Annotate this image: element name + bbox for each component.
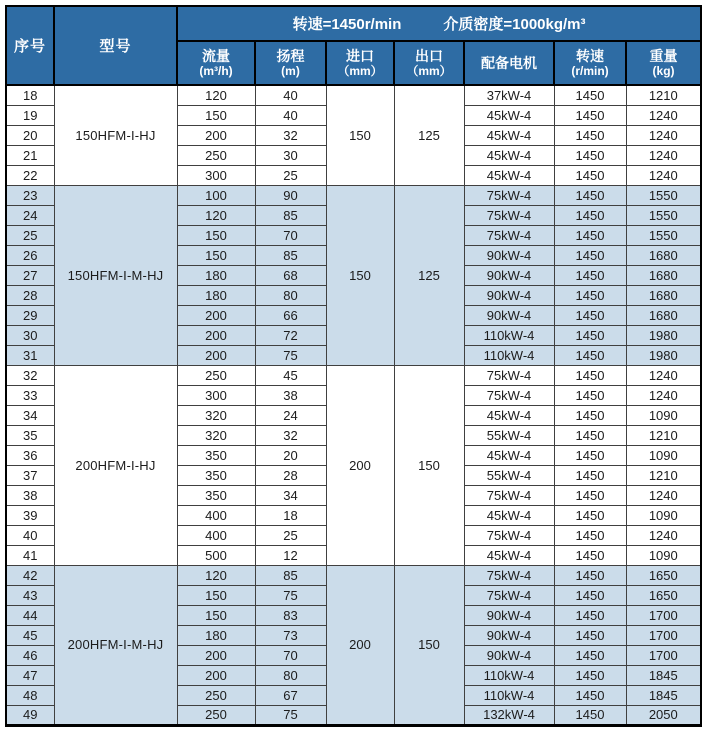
flow-cell: 200	[177, 305, 255, 325]
col-header-title: 转速	[576, 47, 604, 64]
serial-cell: 38	[6, 485, 54, 505]
serial-cell: 39	[6, 505, 54, 525]
motor-cell: 55kW-4	[464, 465, 554, 485]
flow-cell: 100	[177, 185, 255, 205]
serial-cell: 21	[6, 145, 54, 165]
col-header-title: 出口	[415, 47, 443, 64]
col-header-unit: （mm）	[406, 63, 452, 78]
speed-cell: 1450	[554, 665, 626, 685]
head-cell: 73	[255, 625, 326, 645]
flow-cell: 200	[177, 665, 255, 685]
serial-cell: 47	[6, 665, 54, 685]
head-cell: 40	[255, 85, 326, 105]
flow-cell: 250	[177, 685, 255, 705]
motor-cell: 45kW-4	[464, 545, 554, 565]
motor-cell: 75kW-4	[464, 365, 554, 385]
weight-cell: 1210	[626, 425, 701, 445]
weight-cell: 1240	[626, 485, 701, 505]
weight-cell: 1240	[626, 105, 701, 125]
head-cell: 40	[255, 105, 326, 125]
motor-cell: 75kW-4	[464, 525, 554, 545]
speed-cell: 1450	[554, 185, 626, 205]
weight-cell: 1240	[626, 145, 701, 165]
weight-cell: 1845	[626, 685, 701, 705]
flow-cell: 200	[177, 325, 255, 345]
flow-cell: 120	[177, 565, 255, 585]
serial-cell: 46	[6, 645, 54, 665]
col-header-weight	[626, 41, 701, 85]
motor-cell: 90kW-4	[464, 625, 554, 645]
serial-cell: 19	[6, 105, 54, 125]
weight-cell: 1090	[626, 405, 701, 425]
flow-cell: 320	[177, 425, 255, 445]
speed-cell: 1450	[554, 485, 626, 505]
weight-cell: 1240	[626, 125, 701, 145]
speed-cell: 1450	[554, 365, 626, 385]
speed-cell: 1450	[554, 385, 626, 405]
speed-cell: 1450	[554, 145, 626, 165]
head-cell: 80	[255, 285, 326, 305]
motor-cell: 45kW-4	[464, 105, 554, 125]
head-cell: 45	[255, 365, 326, 385]
col-header-motor	[464, 41, 554, 85]
motor-cell: 110kW-4	[464, 345, 554, 365]
header-banner	[177, 6, 701, 41]
serial-cell: 48	[6, 685, 54, 705]
weight-cell: 1980	[626, 345, 701, 365]
speed-cell: 1450	[554, 405, 626, 425]
motor-cell: 90kW-4	[464, 605, 554, 625]
speed-cell: 1450	[554, 705, 626, 725]
weight-cell: 1550	[626, 185, 701, 205]
flow-cell: 320	[177, 405, 255, 425]
weight-cell: 1550	[626, 205, 701, 225]
motor-cell: 37kW-4	[464, 85, 554, 105]
serial-cell: 32	[6, 365, 54, 385]
banner-density-text: 介质密度=1000kg/m³	[443, 16, 586, 33]
head-cell: 67	[255, 685, 326, 705]
weight-cell: 1845	[626, 665, 701, 685]
motor-cell: 90kW-4	[464, 305, 554, 325]
speed-cell: 1450	[554, 305, 626, 325]
serial-cell: 42	[6, 565, 54, 585]
inlet-cell: 200	[326, 565, 394, 725]
speed-cell: 1450	[554, 325, 626, 345]
table-body	[6, 85, 701, 725]
inlet-cell: 150	[326, 85, 394, 185]
serial-cell: 33	[6, 385, 54, 405]
head-cell: 30	[255, 145, 326, 165]
serial-cell: 29	[6, 305, 54, 325]
flow-cell: 150	[177, 105, 255, 125]
speed-cell: 1450	[554, 125, 626, 145]
col-header-outlet	[394, 41, 464, 85]
weight-cell: 1700	[626, 645, 701, 665]
flow-cell: 250	[177, 705, 255, 725]
speed-cell: 1450	[554, 85, 626, 105]
head-cell: 32	[255, 425, 326, 445]
weight-cell: 1210	[626, 85, 701, 105]
motor-cell: 75kW-4	[464, 185, 554, 205]
head-cell: 34	[255, 485, 326, 505]
weight-cell: 1240	[626, 165, 701, 185]
head-cell: 32	[255, 125, 326, 145]
serial-cell: 34	[6, 405, 54, 425]
head-cell: 70	[255, 645, 326, 665]
speed-cell: 1450	[554, 225, 626, 245]
col-header-inlet	[326, 41, 394, 85]
motor-cell: 75kW-4	[464, 485, 554, 505]
head-cell: 25	[255, 525, 326, 545]
head-cell: 75	[255, 705, 326, 725]
weight-cell: 1210	[626, 465, 701, 485]
header-row-banner	[6, 6, 701, 41]
speed-cell: 1450	[554, 505, 626, 525]
serial-cell: 23	[6, 185, 54, 205]
head-cell: 38	[255, 385, 326, 405]
speed-cell: 1450	[554, 345, 626, 365]
serial-cell: 27	[6, 265, 54, 285]
weight-cell: 1680	[626, 305, 701, 325]
serial-cell: 31	[6, 345, 54, 365]
flow-cell: 400	[177, 525, 255, 545]
motor-cell: 45kW-4	[464, 445, 554, 465]
motor-cell: 132kW-4	[464, 705, 554, 725]
weight-cell: 1680	[626, 285, 701, 305]
flow-cell: 400	[177, 505, 255, 525]
motor-cell: 75kW-4	[464, 205, 554, 225]
head-cell: 24	[255, 405, 326, 425]
head-cell: 75	[255, 585, 326, 605]
model-cell: 150HFM-I-HJ	[54, 85, 177, 185]
col-header-unit: (kg)	[652, 63, 675, 78]
speed-cell: 1450	[554, 625, 626, 645]
speed-cell: 1450	[554, 525, 626, 545]
serial-cell: 26	[6, 245, 54, 265]
serial-cell: 49	[6, 705, 54, 725]
head-cell: 28	[255, 465, 326, 485]
head-cell: 85	[255, 205, 326, 225]
speed-cell: 1450	[554, 605, 626, 625]
weight-cell: 1650	[626, 565, 701, 585]
col-header-title: 进口	[346, 47, 374, 64]
serial-cell: 43	[6, 585, 54, 605]
speed-cell: 1450	[554, 265, 626, 285]
col-header-title: 重量	[649, 47, 678, 64]
serial-cell: 22	[6, 165, 54, 185]
motor-cell: 45kW-4	[464, 165, 554, 185]
speed-cell: 1450	[554, 285, 626, 305]
serial-cell: 36	[6, 445, 54, 465]
serial-cell: 35	[6, 425, 54, 445]
flow-cell: 200	[177, 125, 255, 145]
flow-cell: 350	[177, 465, 255, 485]
motor-cell: 45kW-4	[464, 405, 554, 425]
model-cell: 200HFM-I-HJ	[54, 365, 177, 565]
outlet-cell: 125	[394, 185, 464, 365]
model-cell: 200HFM-I-M-HJ	[54, 565, 177, 725]
head-cell: 80	[255, 665, 326, 685]
head-cell: 66	[255, 305, 326, 325]
flow-cell: 120	[177, 205, 255, 225]
col-header-title: 配备电机	[481, 54, 537, 71]
motor-cell: 90kW-4	[464, 245, 554, 265]
col-header-title: 扬程	[276, 47, 305, 64]
outlet-cell: 150	[394, 565, 464, 725]
banner-speed-text: 转速=1450r/min	[292, 16, 402, 33]
col-header-model: 型号	[54, 6, 177, 85]
col-header-serial: 序号	[6, 6, 54, 85]
serial-cell: 24	[6, 205, 54, 225]
serial-cell: 44	[6, 605, 54, 625]
flow-cell: 500	[177, 545, 255, 565]
speed-cell: 1450	[554, 165, 626, 185]
col-header-unit: (m³/h)	[199, 63, 233, 78]
motor-cell: 75kW-4	[464, 585, 554, 605]
table-header	[6, 6, 701, 85]
flow-cell: 150	[177, 605, 255, 625]
head-cell: 18	[255, 505, 326, 525]
table-row	[6, 365, 701, 385]
outlet-cell: 125	[394, 85, 464, 185]
weight-cell: 1090	[626, 505, 701, 525]
motor-cell: 45kW-4	[464, 125, 554, 145]
flow-cell: 180	[177, 265, 255, 285]
serial-cell: 45	[6, 625, 54, 645]
table-row	[6, 565, 701, 585]
weight-cell: 1680	[626, 245, 701, 265]
speed-cell: 1450	[554, 465, 626, 485]
serial-cell: 41	[6, 545, 54, 565]
serial-cell: 18	[6, 85, 54, 105]
flow-cell: 350	[177, 485, 255, 505]
flow-cell: 180	[177, 625, 255, 645]
motor-cell: 110kW-4	[464, 665, 554, 685]
speed-cell: 1450	[554, 245, 626, 265]
motor-cell: 90kW-4	[464, 265, 554, 285]
col-header-unit: (r/min)	[571, 63, 609, 78]
weight-cell: 2050	[626, 705, 701, 725]
flow-cell: 120	[177, 85, 255, 105]
motor-cell: 110kW-4	[464, 325, 554, 345]
flow-cell: 150	[177, 585, 255, 605]
weight-cell: 1700	[626, 605, 701, 625]
motor-cell: 110kW-4	[464, 685, 554, 705]
col-header-head	[255, 41, 326, 85]
col-header-speed	[554, 41, 626, 85]
serial-cell: 25	[6, 225, 54, 245]
motor-cell: 75kW-4	[464, 225, 554, 245]
serial-cell: 30	[6, 325, 54, 345]
weight-cell: 1240	[626, 385, 701, 405]
speed-cell: 1450	[554, 205, 626, 225]
head-cell: 75	[255, 345, 326, 365]
col-header-unit: (m)	[281, 63, 300, 78]
flow-cell: 250	[177, 145, 255, 165]
motor-cell: 45kW-4	[464, 145, 554, 165]
head-cell: 72	[255, 325, 326, 345]
flow-cell: 250	[177, 365, 255, 385]
flow-cell: 300	[177, 385, 255, 405]
head-cell: 85	[255, 565, 326, 585]
motor-cell: 75kW-4	[464, 565, 554, 585]
weight-cell: 1650	[626, 585, 701, 605]
inlet-cell: 150	[326, 185, 394, 365]
col-header-title: 流量	[202, 47, 230, 64]
outlet-cell: 150	[394, 365, 464, 565]
speed-cell: 1450	[554, 585, 626, 605]
serial-cell: 40	[6, 525, 54, 545]
motor-cell: 55kW-4	[464, 425, 554, 445]
serial-cell: 37	[6, 465, 54, 485]
flow-cell: 150	[177, 245, 255, 265]
weight-cell: 1240	[626, 525, 701, 545]
head-cell: 25	[255, 165, 326, 185]
model-cell: 150HFM-I-M-HJ	[54, 185, 177, 365]
serial-cell: 20	[6, 125, 54, 145]
speed-cell: 1450	[554, 445, 626, 465]
head-cell: 20	[255, 445, 326, 465]
flow-cell: 350	[177, 445, 255, 465]
head-cell: 83	[255, 605, 326, 625]
col-header-flow	[177, 41, 255, 85]
inlet-cell: 200	[326, 365, 394, 565]
head-cell: 12	[255, 545, 326, 565]
weight-cell: 1090	[626, 445, 701, 465]
head-cell: 85	[255, 245, 326, 265]
motor-cell: 90kW-4	[464, 645, 554, 665]
motor-cell: 45kW-4	[464, 505, 554, 525]
flow-cell: 180	[177, 285, 255, 305]
speed-cell: 1450	[554, 545, 626, 565]
weight-cell: 1700	[626, 625, 701, 645]
serial-cell: 28	[6, 285, 54, 305]
flow-cell: 200	[177, 345, 255, 365]
weight-cell: 1550	[626, 225, 701, 245]
table-row	[6, 85, 701, 105]
motor-cell: 75kW-4	[464, 385, 554, 405]
flow-cell: 200	[177, 645, 255, 665]
weight-cell: 1680	[626, 265, 701, 285]
pump-spec-table	[5, 5, 702, 727]
weight-cell: 1980	[626, 325, 701, 345]
flow-cell: 300	[177, 165, 255, 185]
weight-cell: 1240	[626, 365, 701, 385]
col-header-unit: （mm）	[337, 63, 383, 78]
speed-cell: 1450	[554, 425, 626, 445]
speed-cell: 1450	[554, 685, 626, 705]
speed-cell: 1450	[554, 105, 626, 125]
motor-cell: 90kW-4	[464, 285, 554, 305]
weight-cell: 1090	[626, 545, 701, 565]
speed-cell: 1450	[554, 645, 626, 665]
flow-cell: 150	[177, 225, 255, 245]
head-cell: 68	[255, 265, 326, 285]
head-cell: 70	[255, 225, 326, 245]
speed-cell: 1450	[554, 565, 626, 585]
table-row	[6, 185, 701, 205]
head-cell: 90	[255, 185, 326, 205]
